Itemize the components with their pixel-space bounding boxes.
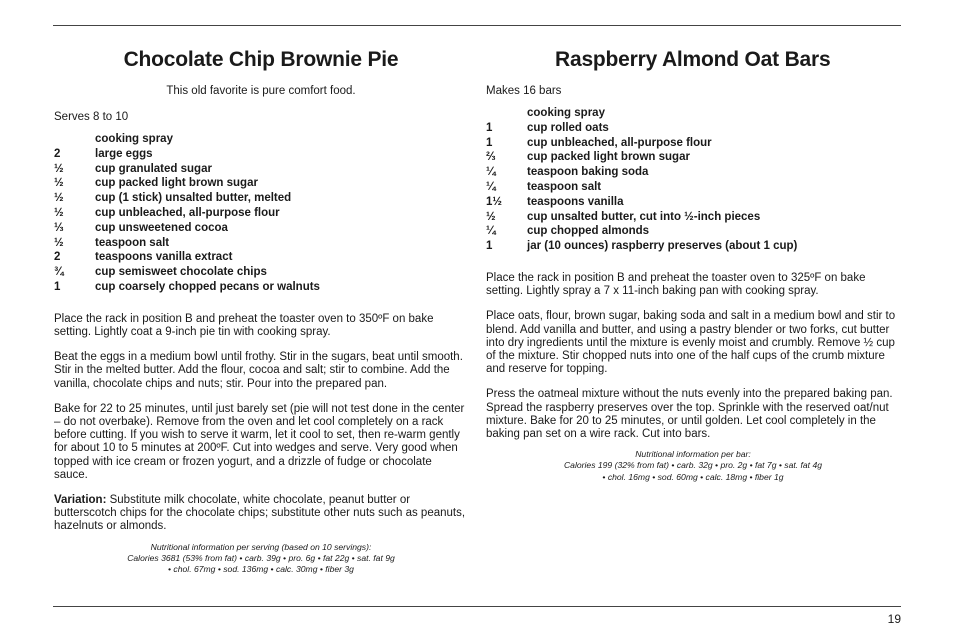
ingredient-row <box>54 206 468 221</box>
direction-paragraph: Place the rack in position B and preheat the toaster oven to 325ºF on bake setting. Lightly spray a 7 x 11-inch baking pan with cooking spray. <box>486 271 866 298</box>
ingredient-row <box>54 176 468 191</box>
ingredient-qty: 1 <box>486 136 493 149</box>
page-number: 19 <box>887 612 901 626</box>
ingredient-qty <box>54 132 95 147</box>
recipe-title: Raspberry Almond Oat Bars <box>555 48 831 71</box>
ingredient-qty: ⅔ <box>486 151 496 164</box>
ingredient-item: teaspoon salt <box>527 180 602 193</box>
direction-paragraph: Bake for 22 to 25 minutes, until just barely set (pie will not test done in the center – do not overbake). Remove from the oven and let cool completely on a rack before cutting. If you wish to serve it warm, let it cool to set, then re-warm gently for about 10 to 5 minutes at 200ºF. Cut into wedges and serve. Very good when topped with ice cream or frozen yogurt, and a drizzle of fudge or chocolate sauce. <box>54 402 465 481</box>
direction-paragraph: Press the oatmeal mixture without the nuts evenly into the prepared baking pan. Spread the raspberry preserves over the top. Sprinkle with the reserved oat/nut mixture. Bake for 20 to 25 minutes, or until golden. Let cool completely in the baking pan set on a wire rack. Cut into bars. <box>486 388 893 440</box>
ingredient-row <box>486 224 900 239</box>
nutrition-line: • chol. 16mg • sod. 60mg • calc. 18mg • fiber 1g <box>602 471 784 482</box>
ingredient-qty: ¼ <box>486 166 496 179</box>
ingredient-item: cup (1 stick) unsalted butter, melted <box>95 192 292 205</box>
ingredient-row <box>54 162 468 177</box>
ingredient-row <box>486 180 900 195</box>
recipe-yield: Makes 16 bars <box>486 85 562 97</box>
variation-label: Variation: <box>54 494 107 506</box>
ingredient-list <box>54 132 468 295</box>
ingredient-row <box>54 147 468 162</box>
ingredient-qty: ½ <box>54 192 64 205</box>
ingredient-qty: ⅓ <box>54 221 64 234</box>
ingredient-qty: ½ <box>54 206 64 219</box>
ingredient-item: cup packed light brown sugar <box>527 151 690 164</box>
ingredient-qty: 2 <box>54 147 61 160</box>
ingredient-item: jar (10 ounces) raspberry preserves (about 1 cup) <box>527 240 798 253</box>
ingredient-row <box>54 221 468 236</box>
ingredient-row <box>54 132 468 147</box>
ingredient-row <box>54 280 468 295</box>
ingredient-qty: ½ <box>54 177 64 190</box>
bottom-rule <box>53 606 901 607</box>
ingredient-item: cup chopped almonds <box>527 225 650 238</box>
direction-paragraph: Place the rack in position B and preheat the toaster oven to 350ºF on bake setting. Lightly coat a 9-inch pie tin with cooking spray. <box>54 312 434 338</box>
ingredient-item: cooking spray <box>95 133 173 145</box>
ingredient-item: cup coarsely chopped pecans or walnuts <box>95 280 320 293</box>
ingredient-row <box>486 106 900 121</box>
nutrition-line: Calories 199 (32% from fat) • carb. 32g • pro. 2g • fat 7g • sat. fat 4g <box>563 460 823 471</box>
variation-text: Substitute milk chocolate, white chocolate, peanut butter or butterscotch chips for the chocolate chips; substitute other nuts such as peanuts, hazelnuts or almonds. <box>54 494 466 533</box>
ingredient-qty: ½ <box>486 210 496 223</box>
ingredient-item: cup packed light brown sugar <box>95 177 258 190</box>
ingredient-qty: ½ <box>54 236 64 249</box>
ingredient-row <box>486 121 900 136</box>
ingredient-item: cup unsweetened cocoa <box>95 221 228 234</box>
ingredient-item: teaspoon baking soda <box>527 166 649 179</box>
nutrition-heading: Nutritional information per serving (based on 10 servings): <box>150 541 372 552</box>
ingredient-row <box>486 210 900 225</box>
ingredient-item: cup unbleached, all-purpose flour <box>527 136 712 149</box>
direction-paragraph: Beat the eggs in a medium bowl until frothy. Stir in the sugars, beat until smooth. Stir in the melted butter. Add the flour, cocoa and salt; stir to combine. Add the vanilla, chocolate chips and nuts; stir. Pour into the prepared pan. <box>54 351 463 390</box>
ingredient-item: teaspoon salt <box>95 236 170 249</box>
ingredient-row <box>486 136 900 151</box>
ingredient-item: teaspoons vanilla <box>527 195 624 208</box>
ingredient-list <box>486 106 900 254</box>
ingredient-qty: ½ <box>54 162 64 175</box>
ingredient-item: cup unsalted butter, cut into ½-inch pieces <box>527 210 761 223</box>
recipe-oat-bars <box>486 46 900 483</box>
ingredient-row <box>486 239 900 254</box>
ingredient-row <box>54 265 468 280</box>
recipe-directions <box>54 313 468 482</box>
ingredient-item: teaspoons vanilla extract <box>95 251 233 264</box>
ingredient-item: cooking spray <box>527 107 605 119</box>
recipe-directions <box>486 272 900 441</box>
ingredient-qty: ¼ <box>486 180 496 193</box>
ingredient-item: cup granulated sugar <box>95 162 212 175</box>
nutrition-line: Calories 3681 (53% from fat) • carb. 39g • pro. 6g • fat 22g • sat. fat 9g <box>127 552 395 563</box>
ingredient-qty: 1 <box>54 280 61 293</box>
ingredient-row <box>54 236 468 251</box>
nutrition-heading: Nutritional information per bar: <box>635 449 751 460</box>
ingredient-item: cup unbleached, all-purpose flour <box>95 206 280 219</box>
ingredient-item: cup rolled oats <box>527 121 609 134</box>
ingredient-qty <box>486 106 527 121</box>
ingredient-item: cup semisweet chocolate chips <box>95 266 267 279</box>
ingredient-row <box>54 191 468 206</box>
ingredient-qty: 1½ <box>486 195 502 208</box>
ingredient-qty: ¼ <box>486 225 496 238</box>
recipe-intro: This old favorite is pure comfort food. <box>166 85 356 97</box>
ingredient-item: large eggs <box>95 147 153 160</box>
nutrition-line: • chol. 67mg • sod. 136mg • calc. 30mg • fiber 3g <box>168 564 354 575</box>
nutrition-info <box>486 449 900 483</box>
ingredient-row <box>54 250 468 265</box>
nutrition-info <box>54 542 468 576</box>
ingredient-qty: 2 <box>54 251 61 264</box>
direction-paragraph: Place oats, flour, brown sugar, baking soda and salt in a medium bowl and stir to blend. Add vanilla and butter, and using a pastry blender or two forks, cut butter into dry ingredients until the mixture is evenly moist and crumbly. Remove ½ cup of the mixture. Stir chopped nuts into one of the half cups of the crumb mixture and reserve for topping. <box>486 310 896 376</box>
ingredient-qty: ¾ <box>54 266 64 279</box>
recipe-brownie-pie <box>54 46 468 575</box>
ingredient-qty: 1 <box>486 240 493 253</box>
variation-note <box>54 494 468 534</box>
recipe-title: Chocolate Chip Brownie Pie <box>123 48 399 71</box>
ingredient-row <box>486 195 900 210</box>
recipe-yield: Serves 8 to 10 <box>54 111 129 123</box>
ingredient-row <box>486 165 900 180</box>
ingredient-qty: 1 <box>486 121 493 134</box>
ingredient-row <box>486 150 900 165</box>
top-rule <box>53 25 901 26</box>
